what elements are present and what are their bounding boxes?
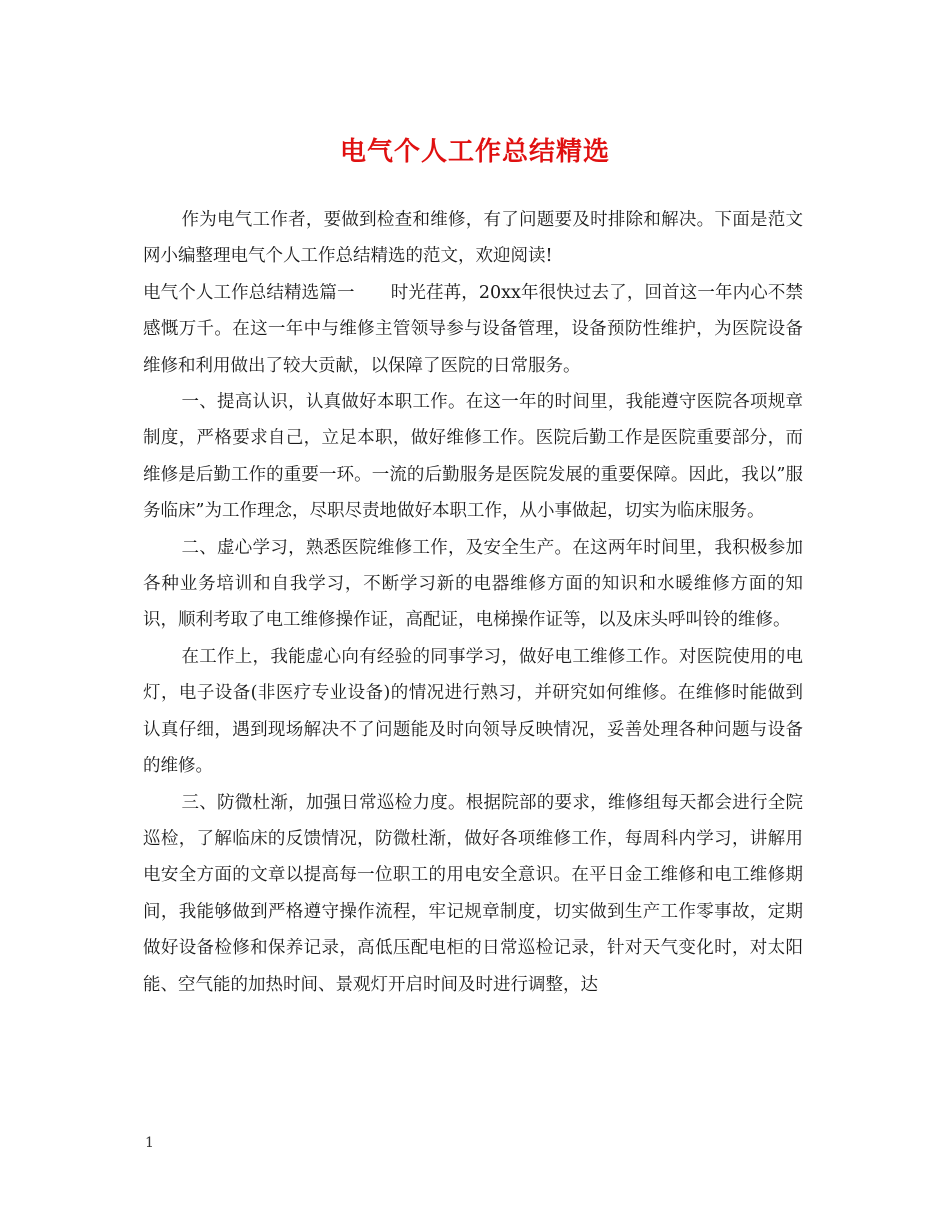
- intro-paragraph: 作为电气工作者，要做到检查和维修，有了问题要及时排除和解决。下面是范文网小编整理电气个人工作总结精选的范文，欢迎阅读!: [143, 210, 803, 267]
- document-body: [143, 202, 803, 1003]
- body-paragraph-1: 一、提高认识，认真做好本职工作。在这一年的时间里，我能遵守医院各项规章制度，严格要求自己，立足本职，做好维修工作。医院后勤工作是医院重要部分，而维修是后勤工作的重要一环。一流的后勤服务是医院发展的重要保障。因此，我以”服务临床”为工作理念，尽职尽责地做好本职工作，从小事做起，切实为临床服务。: [143, 392, 803, 522]
- body-paragraph-3: 在工作上，我能虚心向有经验的同事学习，做好电工维修工作。对医院使用的电灯，电子设备(非医疗专业设备)的情况进行熟习，并研究如何维修。在维修时能做到认真仔细，遇到现场解决不了问题能及时向领导反映情况，妥善处理各种问题与设备的维修。: [143, 646, 803, 777]
- document-title: 电气个人工作总结精选: [339, 137, 610, 167]
- section-heading: 电气个人工作总结精选篇一: [143, 282, 355, 303]
- body-paragraph-4: 三、防微杜渐，加强日常巡检力度。根据院部的要求，维修组每天都会进行全院巡检，了解临床的反馈情况，防微杜渐，做好各项维修工作，每周科内学习，讲解用电安全方面的文章以提高每一位职工的用电安全意识。在平日金工维修和电工维修期间，我能够做到严格遵守操作流程，牢记规章制度，切实做到生产工作零事故，定期做好设备检修和保养记录，高低压配电柜的日常巡检记录，针对天气变化时，对太阳能、空气能的加热时间、景观灯开启时间及时进行调整，达: [143, 792, 803, 995]
- body-paragraph-2: 二、虚心学习，熟悉医院维修工作，及安全生产。在这两年时间里，我积极参加各种业务培训和自我学习，不断学习新的电器维修方面的知识和水暖维修方面的知识，顺利考取了电工维修操作证，高配证，电梯操作证等，以及床头呼叫铃的维修。: [143, 537, 803, 631]
- section-opening: 时光荏苒，20xx年很快过去了，回首这一年内心不禁感慨万千。在这一年中与维修主管领导参与设备管理，设备预防性维护，为医院设备维修和利用做出了较大贡献，以保障了医院的日常服务。: [143, 282, 804, 376]
- page-number: 1: [145, 1135, 154, 1151]
- section-paragraph: [143, 275, 803, 384]
